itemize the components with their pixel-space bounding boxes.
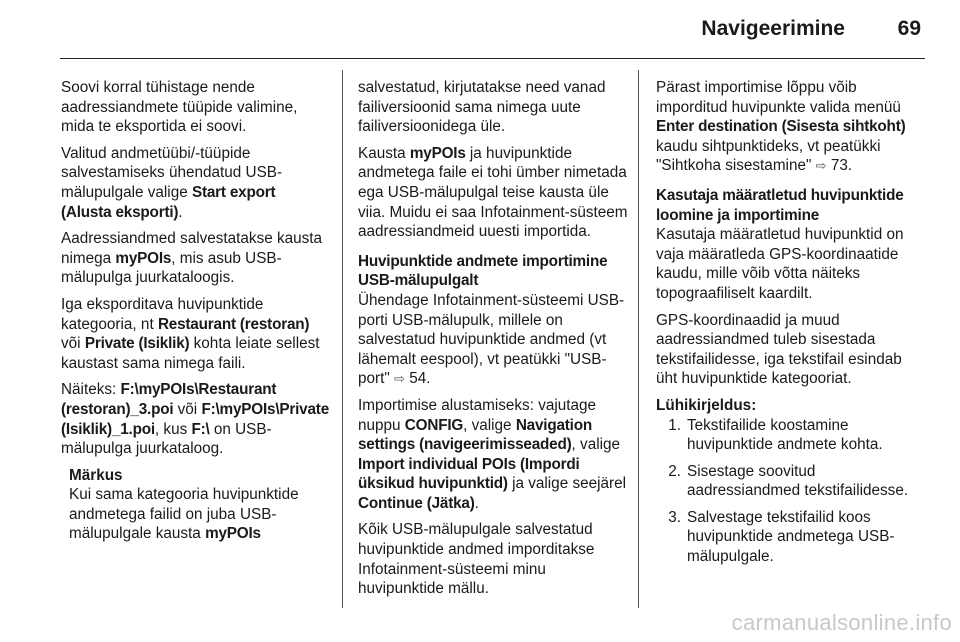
page-title: Navigeerimine xyxy=(701,17,845,40)
text: Näiteks: xyxy=(61,381,121,399)
step-number: 3. xyxy=(668,508,681,526)
text: Kui sama kategooria huvipunktide andmetega failid on juba USB-mälupulgale kausta xyxy=(69,486,299,543)
list-item xyxy=(656,462,926,501)
column-divider xyxy=(342,70,343,608)
menu-term: Enter destination (Sisesta sihtkoht) xyxy=(656,118,906,136)
menu-term: Navigation settings (navigeerimisseaded) xyxy=(358,416,593,454)
column-1 xyxy=(61,78,329,544)
page-ref: 73. xyxy=(830,157,853,175)
page-ref-arrow-icon: ⇨ xyxy=(815,158,827,174)
text: , valige xyxy=(571,436,621,454)
paragraph xyxy=(61,229,329,288)
paragraph xyxy=(61,295,329,373)
page-header xyxy=(60,0,925,59)
paragraph: GPS-koordinaadid ja muud aadressiandmed tuleb sisestada tekstifailidesse, iga tekstifail esindab üht huvipunktide kategooriat. xyxy=(656,311,902,388)
note-title: Märkus xyxy=(69,466,123,484)
paragraph xyxy=(61,380,329,458)
section-heading: Kasutaja määratletud huvipunktide loomine ja importimine xyxy=(656,186,904,224)
file-path: F:\myPOIs\Restaurant (restoran)_3.poi xyxy=(61,381,277,418)
paragraph: Kasutaja määratletud huvipunktid on vaja määratleda GPS-koordinaatide kaudu, mille võib võtta näiteks topograafiliselt kaardilt. xyxy=(656,226,904,302)
text: , valige xyxy=(463,416,516,434)
step-number: 2. xyxy=(668,462,681,480)
paragraph xyxy=(656,78,926,176)
column-2 xyxy=(358,78,628,606)
text: Kausta xyxy=(358,144,410,162)
text: või xyxy=(61,335,85,353)
text: Ühendage Infotainment-süsteemi USB-porti USB-mälupulk, millele on salvestatud huvipunktide andmed (vt lähemalt eespool), vt peatükki "USB-port" xyxy=(358,291,625,388)
step-text: Sisestage soovitud aadressiandmed tekstifailidesse. xyxy=(687,462,909,500)
text: kaudu sihtpunktideks, vt peatükki "Sihtkoha sisestamine" xyxy=(656,137,881,175)
menu-term: Start export (Alusta eksporti) xyxy=(61,183,276,221)
step-number: 1. xyxy=(668,416,681,434)
text: on USB-mälupulga juurkataloog. xyxy=(61,420,272,458)
page-number: 69 xyxy=(897,17,921,40)
paragraph: Kõik USB-mälupulgale salvestatud huvipunktide andmed imporditakse Infotainment-süsteemi minu huvipunktide mällu. xyxy=(358,521,595,598)
summary-title: Lühikirjeldus: xyxy=(656,396,757,414)
folder-name: myPOIs xyxy=(409,144,466,162)
text: , mis asub USB-mälupulga juurkataloogis. xyxy=(61,249,282,287)
text: Iga eksporditava huvipunktide kategooria, nt xyxy=(61,295,264,333)
text: Pärast importimise lõppu võib imporditud huvipunkte valida menüü xyxy=(656,79,901,116)
menu-term: Continue (Jätka) xyxy=(358,494,475,512)
menu-term: Restaurant (restoran) xyxy=(157,315,310,333)
paragraph xyxy=(61,144,329,222)
section-heading: Huvipunktide andmete importimine USB-mälupulgalt xyxy=(358,252,608,290)
paragraph xyxy=(358,144,628,242)
text: Importimise alustamiseks: vajutage nuppu xyxy=(358,396,597,434)
button-term: CONFIG xyxy=(404,416,464,434)
text: , kus xyxy=(154,420,192,438)
menu-term: Private (Isiklik) xyxy=(84,335,190,353)
text: . xyxy=(474,494,479,512)
text: või xyxy=(173,400,202,418)
steps-list xyxy=(656,416,926,567)
column-divider xyxy=(638,70,639,608)
paragraph: Soovi korral tühistage nende aadressiandmete tüüpide valimine, mida te eksportida ei soovi. xyxy=(61,79,298,136)
folder-name: myPOIs xyxy=(115,249,172,267)
paragraph xyxy=(358,396,628,514)
column-3 xyxy=(656,78,926,574)
file-path: F:\myPOIs\Private (Isiklik)_1.poi xyxy=(61,400,329,438)
page-ref-arrow-icon: ⇨ xyxy=(394,371,405,387)
paragraph: salvestatud, kirjutatakse need vanad failiversioonid sama nimega uute failiversioonidega üle. xyxy=(358,79,606,136)
text: Aadressiandmed salvestatakse kausta nimega xyxy=(61,230,323,267)
drive-root: F:\ xyxy=(191,420,210,438)
step-text: Tekstifailide koostamine huvipunktide andmete kohta. xyxy=(687,416,883,454)
text: Valitud andmetüübi/-tüüpide salvestamiseks ühendatud USB-mälupulgale valige xyxy=(61,144,283,201)
paragraph xyxy=(358,291,628,389)
page-ref: 54. xyxy=(409,370,431,388)
note-box xyxy=(69,466,329,544)
text: kohta leiate sellest kaustast sama nimega faili. xyxy=(61,335,320,372)
list-item xyxy=(656,508,926,567)
list-item xyxy=(656,416,926,455)
note-text xyxy=(69,485,329,544)
text: . xyxy=(178,203,183,221)
text: ja valige seejärel xyxy=(507,475,627,493)
folder-name: myPOIs xyxy=(205,525,261,543)
watermark: carmanualsonline.info xyxy=(731,610,952,635)
text: ja huvipunktide andmetega faile ei tohi ümber nimetada ega USB-mälupulgal teise kausta üle viia. Muidu ei saa Infotainment-süsteem aadressiandmeid uuesti importida. xyxy=(358,144,628,241)
step-text: Salvestage tekstifailid koos huvipunktide andmetega USB-mälupulgale. xyxy=(687,508,895,566)
menu-term: Import individual POIs (Impordi üksikud huvipunktid) xyxy=(358,455,580,493)
